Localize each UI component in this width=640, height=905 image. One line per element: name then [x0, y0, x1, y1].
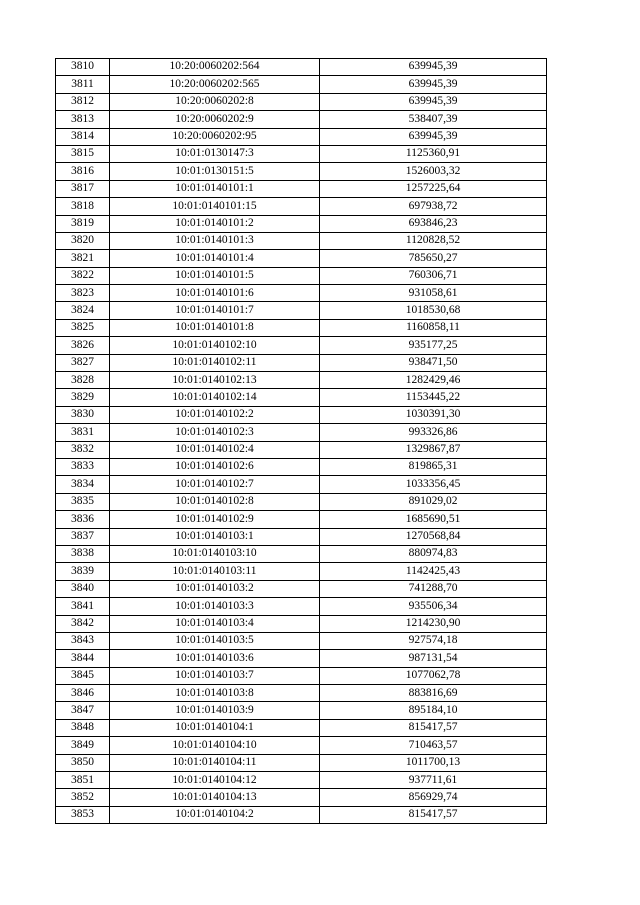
- cadastral-number-cell: 10:01:0140101:7: [110, 302, 320, 319]
- cadastral-value-cell: 937711,61: [320, 772, 547, 789]
- cadastral-number-cell: 10:01:0140103:6: [110, 650, 320, 667]
- table-row: [56, 650, 547, 667]
- table-row: [56, 354, 547, 371]
- cadastral-number-cell: 10:01:0140101:15: [110, 198, 320, 215]
- cadastral-number-cell: 10:20:0060202:565: [110, 76, 320, 93]
- row-number-cell: 3817: [56, 180, 110, 197]
- table-row: [56, 545, 547, 562]
- cadastral-value-cell: 697938,72: [320, 198, 547, 215]
- cadastral-value-cell: 856929,74: [320, 789, 547, 806]
- row-number-cell: 3850: [56, 754, 110, 771]
- table-row: [56, 232, 547, 249]
- cadastral-number-cell: 10:20:0060202:9: [110, 111, 320, 128]
- cadastral-number-cell: 10:20:0060202:564: [110, 59, 320, 76]
- table-row: [56, 111, 547, 128]
- cadastral-number-cell: 10:01:0140102:11: [110, 354, 320, 371]
- cadastral-number-cell: 10:01:0140101:8: [110, 319, 320, 336]
- cadastral-value-cell: 693846,23: [320, 215, 547, 232]
- row-number-cell: 3832: [56, 441, 110, 458]
- cadastral-number-cell: 10:01:0140103:2: [110, 580, 320, 597]
- table-row: [56, 145, 547, 162]
- cadastral-value-cell: 1120828,52: [320, 232, 547, 249]
- table-row: [56, 719, 547, 736]
- cadastral-value-cell: 935177,25: [320, 337, 547, 354]
- row-number-cell: 3837: [56, 528, 110, 545]
- table-row: [56, 372, 547, 389]
- cadastral-number-cell: 10:01:0140101:2: [110, 215, 320, 232]
- cadastral-value-cell: 819865,31: [320, 458, 547, 475]
- table-row: [56, 754, 547, 771]
- cadastral-number-cell: 10:01:0130147:3: [110, 145, 320, 162]
- table-row: [56, 163, 547, 180]
- row-number-cell: 3845: [56, 667, 110, 684]
- row-number-cell: 3827: [56, 354, 110, 371]
- table-row: [56, 215, 547, 232]
- cadastral-value-cell: 1282429,46: [320, 372, 547, 389]
- table-row: [56, 563, 547, 580]
- cadastral-value-cell: 993326,86: [320, 424, 547, 441]
- row-number-cell: 3822: [56, 267, 110, 284]
- table-row: [56, 493, 547, 510]
- table-row: [56, 685, 547, 702]
- cadastral-value-cell: 1270568,84: [320, 528, 547, 545]
- cadastral-value-cell: 1526003,32: [320, 163, 547, 180]
- cadastral-value-cell: 931058,61: [320, 285, 547, 302]
- row-number-cell: 3839: [56, 563, 110, 580]
- row-number-cell: 3823: [56, 285, 110, 302]
- table-row: [56, 302, 547, 319]
- cadastral-number-cell: 10:01:0140103:1: [110, 528, 320, 545]
- cadastral-value-cell: 1018530,68: [320, 302, 547, 319]
- table-row: [56, 458, 547, 475]
- table-row: [56, 441, 547, 458]
- cadastral-number-cell: 10:01:0140103:11: [110, 563, 320, 580]
- row-number-cell: 3836: [56, 511, 110, 528]
- cadastral-value-cell: 1125360,91: [320, 145, 547, 162]
- cadastral-number-cell: 10:01:0140103:5: [110, 632, 320, 649]
- cadastral-value-cell: 987131,54: [320, 650, 547, 667]
- cadastral-value-cell: 639945,39: [320, 59, 547, 76]
- row-number-cell: 3831: [56, 424, 110, 441]
- row-number-cell: 3820: [56, 232, 110, 249]
- table-row: [56, 337, 547, 354]
- table-row: [56, 198, 547, 215]
- cadastral-number-cell: 10:01:0140102:9: [110, 511, 320, 528]
- cadastral-number-cell: 10:01:0140102:4: [110, 441, 320, 458]
- row-number-cell: 3814: [56, 128, 110, 145]
- table-row: [56, 598, 547, 615]
- row-number-cell: 3824: [56, 302, 110, 319]
- cadastral-value-cell: 895184,10: [320, 702, 547, 719]
- cadastral-number-cell: 10:01:0140101:1: [110, 180, 320, 197]
- cadastral-value-cell: 927574,18: [320, 632, 547, 649]
- cadastral-number-cell: 10:01:0140101:3: [110, 232, 320, 249]
- cadastral-number-cell: 10:01:0140104:12: [110, 772, 320, 789]
- row-number-cell: 3829: [56, 389, 110, 406]
- cadastral-value-cell: 639945,39: [320, 128, 547, 145]
- cadastral-value-cell: 815417,57: [320, 806, 547, 823]
- cadastral-value-cell: 938471,50: [320, 354, 547, 371]
- cadastral-value-cell: 880974,83: [320, 545, 547, 562]
- row-number-cell: 3841: [56, 598, 110, 615]
- cadastral-value-cell: 710463,57: [320, 737, 547, 754]
- cadastral-number-cell: 10:01:0140102:3: [110, 424, 320, 441]
- cadastral-value-cell: 935506,34: [320, 598, 547, 615]
- row-number-cell: 3813: [56, 111, 110, 128]
- table-row: [56, 476, 547, 493]
- row-number-cell: 3844: [56, 650, 110, 667]
- cadastral-number-cell: 10:01:0140101:4: [110, 250, 320, 267]
- cadastral-value-cell: 1214230,90: [320, 615, 547, 632]
- cadastral-value-cell: 883816,69: [320, 685, 547, 702]
- table-row: [56, 772, 547, 789]
- cadastral-value-cell: 815417,57: [320, 719, 547, 736]
- cadastral-number-cell: 10:01:0140102:2: [110, 406, 320, 423]
- cadastral-number-cell: 10:01:0140104:1: [110, 719, 320, 736]
- row-number-cell: 3853: [56, 806, 110, 823]
- table-row: [56, 737, 547, 754]
- row-number-cell: 3838: [56, 545, 110, 562]
- row-number-cell: 3810: [56, 59, 110, 76]
- table-row: [56, 59, 547, 76]
- cadastral-number-cell: 10:01:0140101:5: [110, 267, 320, 284]
- cadastral-value-cell: 1030391,30: [320, 406, 547, 423]
- cadastral-number-cell: 10:01:0140104:13: [110, 789, 320, 806]
- cadastral-value-cell: 891029,02: [320, 493, 547, 510]
- cadastral-value-cell: 741288,70: [320, 580, 547, 597]
- cadastral-number-cell: 10:20:0060202:8: [110, 93, 320, 110]
- table-row: [56, 285, 547, 302]
- row-number-cell: 3849: [56, 737, 110, 754]
- cadastral-value-cell: 1257225,64: [320, 180, 547, 197]
- cadastral-value-cell: 1329867,87: [320, 441, 547, 458]
- table-row: [56, 511, 547, 528]
- table-row: [56, 667, 547, 684]
- table-row: [56, 250, 547, 267]
- row-number-cell: 3811: [56, 76, 110, 93]
- cadastral-value-table: [55, 58, 547, 824]
- row-number-cell: 3840: [56, 580, 110, 597]
- row-number-cell: 3830: [56, 406, 110, 423]
- cadastral-number-cell: 10:01:0140102:10: [110, 337, 320, 354]
- cadastral-number-cell: 10:01:0140103:10: [110, 545, 320, 562]
- table-row: [56, 528, 547, 545]
- cadastral-number-cell: 10:01:0140101:6: [110, 285, 320, 302]
- table-row: [56, 789, 547, 806]
- table-row: [56, 93, 547, 110]
- cadastral-number-cell: 10:01:0140104:2: [110, 806, 320, 823]
- table-row: [56, 76, 547, 93]
- cadastral-number-cell: 10:01:0140103:7: [110, 667, 320, 684]
- document-page: [55, 58, 546, 824]
- cadastral-value-cell: 760306,71: [320, 267, 547, 284]
- row-number-cell: 3816: [56, 163, 110, 180]
- cadastral-value-cell: 1011700,13: [320, 754, 547, 771]
- cadastral-number-cell: 10:01:0140102:13: [110, 372, 320, 389]
- table-row: [56, 406, 547, 423]
- cadastral-number-cell: 10:01:0140102:7: [110, 476, 320, 493]
- row-number-cell: 3846: [56, 685, 110, 702]
- row-number-cell: 3834: [56, 476, 110, 493]
- table-row: [56, 128, 547, 145]
- table-row: [56, 389, 547, 406]
- row-number-cell: 3843: [56, 632, 110, 649]
- cadastral-number-cell: 10:01:0130151:5: [110, 163, 320, 180]
- row-number-cell: 3851: [56, 772, 110, 789]
- cadastral-number-cell: 10:01:0140103:9: [110, 702, 320, 719]
- table-body: [56, 59, 547, 824]
- table-row: [56, 615, 547, 632]
- table-row: [56, 632, 547, 649]
- table-row: [56, 319, 547, 336]
- table-row: [56, 424, 547, 441]
- row-number-cell: 3812: [56, 93, 110, 110]
- cadastral-number-cell: 10:01:0140103:3: [110, 598, 320, 615]
- cadastral-number-cell: 10:01:0140103:4: [110, 615, 320, 632]
- table-row: [56, 806, 547, 823]
- row-number-cell: 3848: [56, 719, 110, 736]
- cadastral-number-cell: 10:20:0060202:95: [110, 128, 320, 145]
- cadastral-value-cell: 785650,27: [320, 250, 547, 267]
- row-number-cell: 3821: [56, 250, 110, 267]
- cadastral-number-cell: 10:01:0140104:11: [110, 754, 320, 771]
- row-number-cell: 3852: [56, 789, 110, 806]
- table-row: [56, 702, 547, 719]
- row-number-cell: 3842: [56, 615, 110, 632]
- cadastral-value-cell: 1160858,11: [320, 319, 547, 336]
- row-number-cell: 3828: [56, 372, 110, 389]
- cadastral-value-cell: 1142425,43: [320, 563, 547, 580]
- cadastral-value-cell: 639945,39: [320, 93, 547, 110]
- cadastral-number-cell: 10:01:0140102:14: [110, 389, 320, 406]
- row-number-cell: 3826: [56, 337, 110, 354]
- row-number-cell: 3847: [56, 702, 110, 719]
- cadastral-number-cell: 10:01:0140102:6: [110, 458, 320, 475]
- cadastral-value-cell: 1077062,78: [320, 667, 547, 684]
- cadastral-number-cell: 10:01:0140103:8: [110, 685, 320, 702]
- table-row: [56, 180, 547, 197]
- cadastral-value-cell: 538407,39: [320, 111, 547, 128]
- cadastral-value-cell: 1153445,22: [320, 389, 547, 406]
- table-row: [56, 580, 547, 597]
- row-number-cell: 3815: [56, 145, 110, 162]
- cadastral-value-cell: 1685690,51: [320, 511, 547, 528]
- row-number-cell: 3835: [56, 493, 110, 510]
- row-number-cell: 3819: [56, 215, 110, 232]
- cadastral-value-cell: 1033356,45: [320, 476, 547, 493]
- cadastral-value-cell: 639945,39: [320, 76, 547, 93]
- row-number-cell: 3818: [56, 198, 110, 215]
- table-row: [56, 267, 547, 284]
- row-number-cell: 3825: [56, 319, 110, 336]
- cadastral-number-cell: 10:01:0140102:8: [110, 493, 320, 510]
- cadastral-number-cell: 10:01:0140104:10: [110, 737, 320, 754]
- row-number-cell: 3833: [56, 458, 110, 475]
